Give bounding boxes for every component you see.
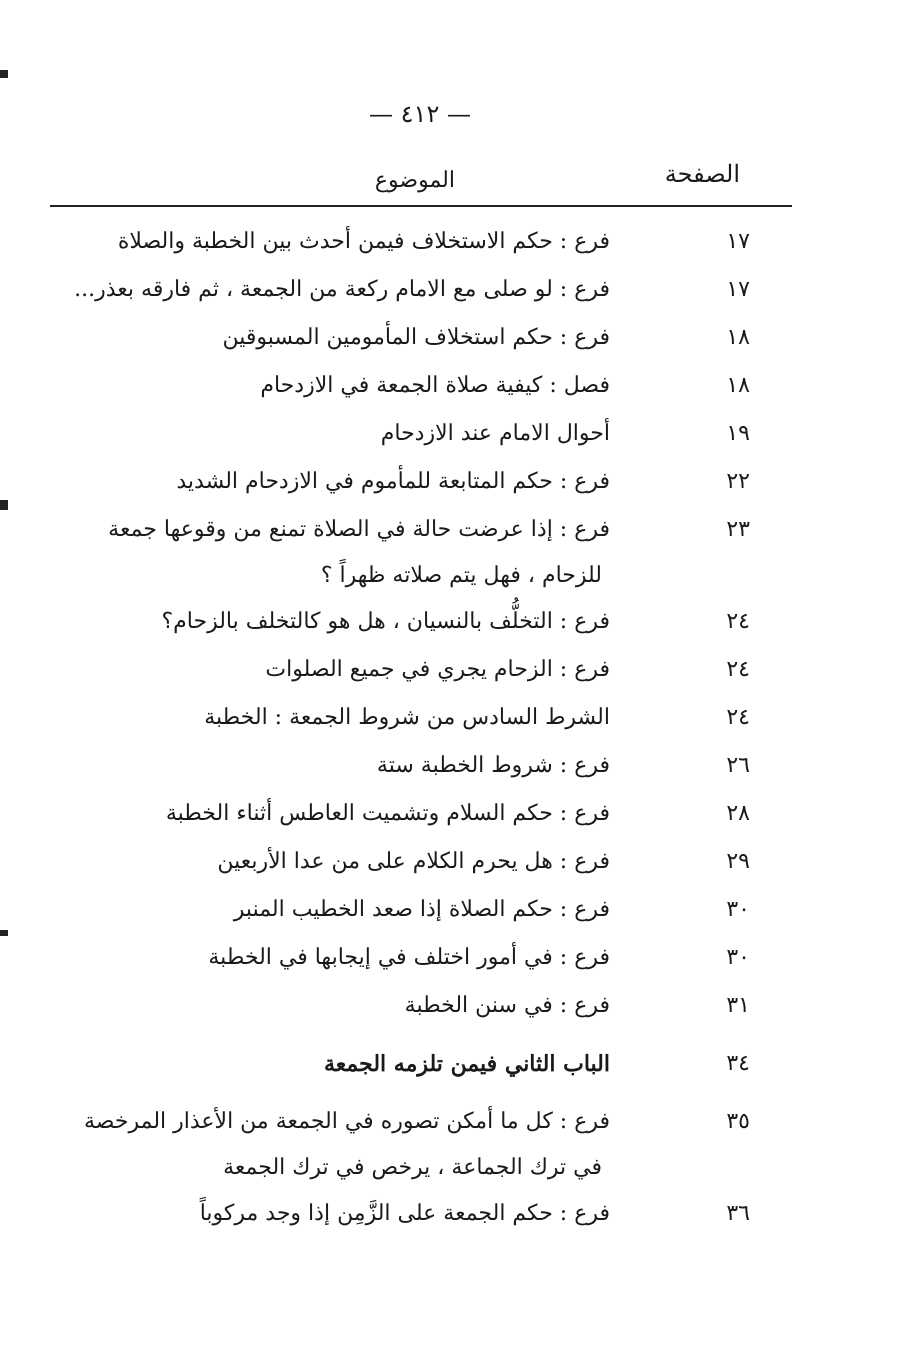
entry-page-number: ٢٤: [726, 609, 750, 634]
entry-page-number: ٣٦: [726, 1201, 750, 1226]
toc-entry: [40, 266, 780, 314]
entry-title-text: فرع : شروط الخطبة ستة: [376, 753, 610, 778]
entry-page-number: ١٨: [726, 325, 750, 350]
entry-title: [40, 886, 660, 934]
toc-header: [50, 160, 790, 200]
entry-page-number: ٣٠: [726, 897, 750, 922]
entry-page-number: ١٨: [726, 373, 750, 398]
entry-page-number: ٣١: [726, 993, 750, 1018]
entry-page-number: ٣٥: [726, 1109, 750, 1134]
entry-page-number: ٢٦: [726, 753, 750, 778]
toc-entry: [40, 838, 780, 886]
toc-entry: [40, 506, 780, 598]
entry-title-text: فرع : في سنن الخطبة: [404, 993, 610, 1018]
entry-title-text: فرع : الزحام يجري في جميع الصلوات: [265, 657, 610, 682]
chapter-title: [40, 1040, 660, 1088]
header-rule: [50, 205, 792, 207]
entry-title: [40, 982, 660, 1030]
entry-page-number: ٢٣: [726, 517, 750, 542]
entry-page-number: ١٩: [726, 421, 750, 446]
entry-title: [40, 646, 660, 694]
entry-title: [40, 838, 660, 886]
entry-title-text: فرع : حكم السلام وتشميت العاطس أثناء الخطبة: [165, 801, 610, 826]
page-number: — ٤١٢ —: [369, 100, 471, 128]
toc-entry: [40, 1098, 780, 1190]
entry-title: [40, 506, 660, 598]
entry-title-text: فرع : هل يحرم الكلام على من عدا الأربعين: [217, 849, 610, 874]
toc-entry: [40, 886, 780, 934]
entry-page-number: ١٧: [726, 277, 750, 302]
entry-title: [40, 694, 660, 742]
toc-chapter-entry: [40, 1040, 780, 1088]
table-of-contents: [40, 218, 780, 1238]
entry-title: [40, 598, 660, 646]
toc-entry: [40, 694, 780, 742]
entry-title-text: فرع : حكم الصلاة إذا صعد الخطيب المنبر: [233, 897, 610, 922]
entry-title-continuation: في ترك الجماعة ، يرخص في ترك الجمعة: [223, 1155, 602, 1180]
entry-title-text: الباب الثاني فيمن تلزمه الجمعة: [323, 1051, 610, 1077]
page-column-heading: الصفحة: [664, 160, 740, 188]
entry-page-number: ١٧: [726, 229, 750, 254]
entry-title: [40, 458, 660, 506]
entry-title: [40, 362, 660, 410]
entry-title-text: فصل : كيفية صلاة الجمعة في الازدحام: [260, 373, 610, 398]
entry-title: [40, 1190, 660, 1238]
entry-title-text: فرع : في أمور اختلف في إيجابها في الخطبة: [208, 945, 610, 970]
scan-edge-mark: [0, 500, 8, 510]
toc-entry: [40, 1190, 780, 1238]
entry-title-text: فرع : كل ما أمكن تصوره في الجمعة من الأعذار المرخصة: [83, 1109, 610, 1134]
entry-title: [40, 218, 660, 266]
entry-page-number: ٢٤: [726, 657, 750, 682]
entry-title: [40, 410, 660, 458]
scan-edge-mark: [0, 930, 8, 936]
entry-title-text: فرع : حكم استخلاف المأمومين المسبوقين: [222, 325, 610, 350]
toc-entry: [40, 934, 780, 982]
entry-title-text: الشرط السادس من شروط الجمعة : الخطبة: [204, 705, 610, 730]
entry-title-text: فرع : لو صلى مع الامام ركعة من الجمعة ، ثم فارقه بعذر...: [74, 277, 610, 302]
entry-title-text: أحوال الامام عند الازدحام: [380, 421, 610, 446]
entry-title: [40, 1098, 660, 1190]
entry-title-continuation: للزحام ، فهل يتم صلاته ظهراً ؟: [320, 563, 602, 588]
entry-title-text: فرع : التخلُّف بالنسيان ، هل هو كالتخلف بالزحام؟: [161, 609, 610, 634]
entry-title: [40, 314, 660, 362]
entry-title-text: فرع : حكم الاستخلاف فيمن أحدث بين الخطبة والصلاة: [117, 229, 610, 254]
toc-entry: [40, 314, 780, 362]
toc-entry: [40, 742, 780, 790]
toc-entry: [40, 646, 780, 694]
entry-title-text: فرع : إذا عرضت حالة في الصلاة تمنع من وقوعها جمعة: [108, 517, 610, 542]
toc-entry: [40, 218, 780, 266]
toc-entry: [40, 598, 780, 646]
entry-page-number: ٢٩: [726, 849, 750, 874]
entry-page-number: ٣٤: [726, 1051, 750, 1076]
entry-page-number: ٢٨: [726, 801, 750, 826]
entry-page-number: ٣٠: [726, 945, 750, 970]
toc-entry: [40, 362, 780, 410]
entry-title: [40, 266, 660, 314]
entry-page-number: ٢٤: [726, 705, 750, 730]
entry-title: [40, 934, 660, 982]
entry-title: [40, 790, 660, 838]
toc-entry: [40, 790, 780, 838]
entry-page-number: ٢٢: [726, 469, 750, 494]
toc-entry: [40, 410, 780, 458]
topic-column-heading: الموضوع: [374, 168, 455, 193]
toc-entry: [40, 982, 780, 1030]
entry-title: [40, 742, 660, 790]
scan-edge-mark: [0, 70, 8, 78]
entry-title-text: فرع : حكم المتابعة للمأموم في الازدحام الشديد: [176, 469, 610, 494]
toc-entry: [40, 458, 780, 506]
entry-title-text: فرع : حكم الجمعة على الزَّمِن إذا وجد مركوباً: [199, 1201, 610, 1226]
